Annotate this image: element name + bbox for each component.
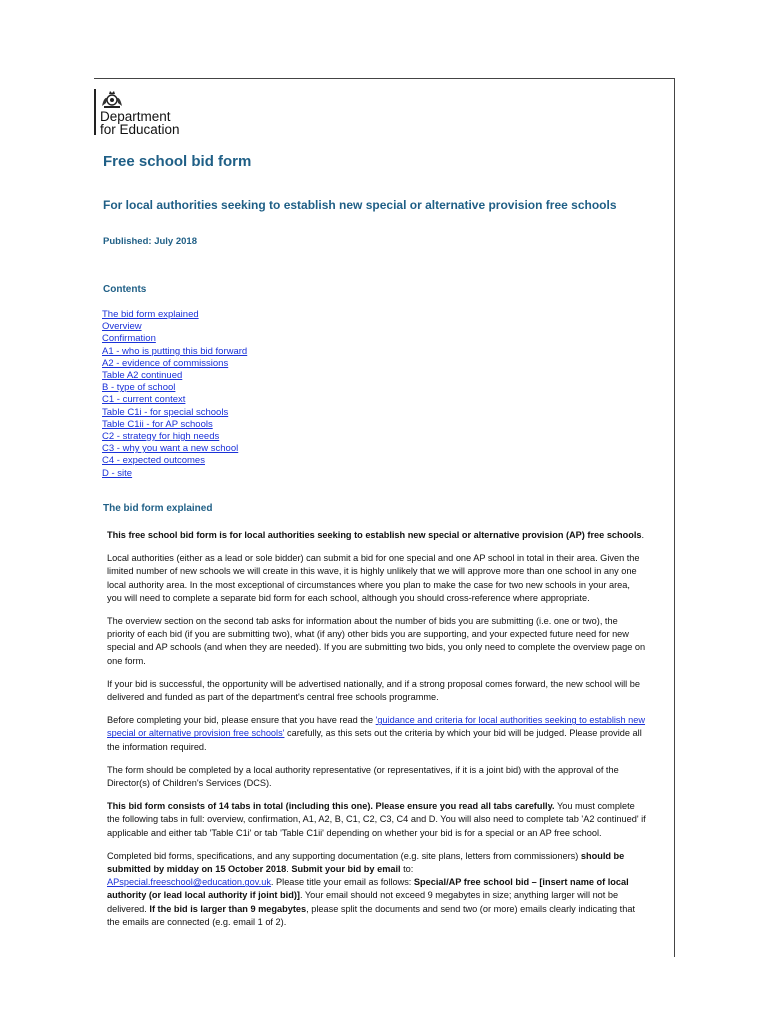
table-of-contents: [102, 309, 247, 480]
toc-link-table-c1ii[interactable]: Table C1ii - for AP schools: [102, 418, 213, 430]
submission-text: . Your email should not exceed 9 megabytes in size; anything larger will not be delivered.: [107, 890, 619, 914]
intro-tail: .: [641, 530, 645, 540]
submission-deadline: should be submitted by midday on 15 October 2018: [107, 850, 625, 875]
toc-item: [102, 333, 247, 345]
toc-link-overview[interactable]: Overview: [102, 321, 142, 333]
toc-item: [102, 370, 247, 382]
submission-by-email: Submit your bid by email: [291, 864, 401, 875]
paragraph-tabs: [107, 800, 647, 840]
paragraph-intro: [107, 529, 647, 542]
toc-item: [102, 468, 247, 480]
paragraph-success: If your bid is successful, the opportunity will be advertised nationally, and if a strong proposal comes forward, the new school will be delivered and funded as part of the department's central free schools programme.: [107, 678, 640, 703]
dfe-logo: [94, 89, 180, 135]
tabs-rest: You must complete the following tabs in full: overview, confirmation, A1, A2, B, C1, C2, C3, C4 and D. You will also need to complete tab 'A2 continued' if applicable and either tab 'Table C1i' or tab 'Table C1ii' depending on whether your bid is for a special or an AP free school.: [107, 801, 646, 838]
paragraph-guidance: [107, 714, 647, 754]
paragraph-overview-tab: The overview section on the second tab asks for information about the number of bids you are submitting (i.e. one or two), the priority of each bid (if you are submitting two), what (if any) other bids you are supporting, and your expected future need for new special and AP schools (and when they are needed). If you are submitting two bids, you only need to complete the overview page on one form.: [107, 616, 646, 666]
toc-item: [102, 443, 247, 455]
toc-link-c3[interactable]: C3 - why you want a new school: [102, 443, 239, 455]
toc-item: [102, 346, 247, 358]
guidance-pre: Before completing your bid, please ensure that you have read the: [107, 715, 376, 726]
submission-text: , please split the documents and send two (or more) emails clearly indicating that the emails are connected (e.g. email 1 of 2).: [107, 903, 636, 927]
toc-link-a2[interactable]: A2 - evidence of commissions: [102, 357, 229, 369]
paragraph-submission: [107, 850, 647, 929]
contents-heading: Contents: [103, 284, 147, 295]
submission-email-link[interactable]: APspecial.freeschool@education.gov.uk: [107, 877, 271, 888]
toc-link-b[interactable]: B - type of school: [102, 382, 176, 394]
document-page: [94, 78, 675, 957]
toc-link-c1[interactable]: C1 - current context: [102, 394, 186, 406]
paragraph-eligibility: Local authorities (either as a lead or sole bidder) can submit a bid for one special and one AP school in total in their area. Given the limited number of new schools we will create in this wave, it is highly unlikely that we will approve more than one school in any one local authority area. In the most exceptional of circumstances where you plan to make the case for two new schools in your area, you will need to complete a separate bid form for each school, although you should cross-reference where appropriate.: [107, 553, 640, 603]
submission-email-title: Special/AP free school bid – [insert name of local authority (or lead local authority if joint bid)]: [107, 877, 629, 901]
toc-link-d[interactable]: D - site: [102, 467, 133, 479]
guidance-post: carefully, as this sets out the criteria by which your bid will be judged. Please provide all the information required.: [107, 728, 642, 752]
toc-item: [102, 321, 247, 333]
paragraph-dcs-approval: The form should be completed by a local authority representative (or representatives, if it is a joint bid) with the approval of the Director(s) of Children's Services (DCS).: [107, 764, 619, 789]
toc-link-a1[interactable]: A1 - who is putting this bid forward: [102, 345, 248, 357]
submission-size-limit: If the bid is larger than 9 megabytes: [149, 903, 307, 914]
logo-text-line1: Department: [100, 109, 171, 124]
toc-item: [102, 358, 247, 370]
toc-item: [102, 382, 247, 394]
toc-link-table-a2[interactable]: Table A2 continued: [102, 370, 183, 382]
guidance-link[interactable]: 'guidance and criteria for local authorities seeking to establish new special or alternative provision free schools': [107, 715, 646, 739]
toc-link-confirmation[interactable]: Confirmation: [102, 333, 156, 345]
toc-link-c4[interactable]: C4 - expected outcomes: [102, 455, 205, 467]
toc-item: [102, 431, 247, 443]
tabs-bold: This bid form consists of 14 tabs in total (including this one). Please ensure you read all tabs carefully.: [107, 801, 555, 812]
submission-text: .: [286, 864, 292, 875]
intro-bold: This free school bid form is for local authorities seeking to establish new special or alternative provision (AP) free schools: [107, 530, 642, 540]
toc-link-c2[interactable]: C2 - strategy for high needs: [102, 431, 220, 443]
section-body: [107, 529, 647, 939]
logo-text-line2: for Education: [100, 122, 180, 137]
royal-crest-icon: [100, 89, 124, 109]
toc-link-table-c1i[interactable]: Table C1i - for special schools: [102, 406, 229, 418]
toc-item: [102, 455, 247, 467]
submission-text: . Please title your email as follows:: [270, 877, 414, 888]
published-date: Published: July 2018: [103, 236, 197, 247]
toc-item: [102, 309, 247, 321]
toc-link-bid-form-explained[interactable]: The bid form explained: [102, 309, 199, 320]
page-title: Free school bid form: [103, 153, 252, 170]
toc-item: [102, 419, 247, 431]
section-heading-bid-form-explained: The bid form explained: [103, 503, 213, 514]
toc-item: [102, 407, 247, 419]
submission-text: to:: [400, 864, 414, 875]
submission-pre: Completed bid forms, specifications, and any supporting documentation (e.g. site plans, letters from commissioners): [107, 850, 581, 861]
page-subtitle: For local authorities seeking to establish new special or alternative provision free schools: [103, 198, 617, 212]
logo-divider: [94, 89, 96, 135]
toc-item: [102, 394, 247, 406]
